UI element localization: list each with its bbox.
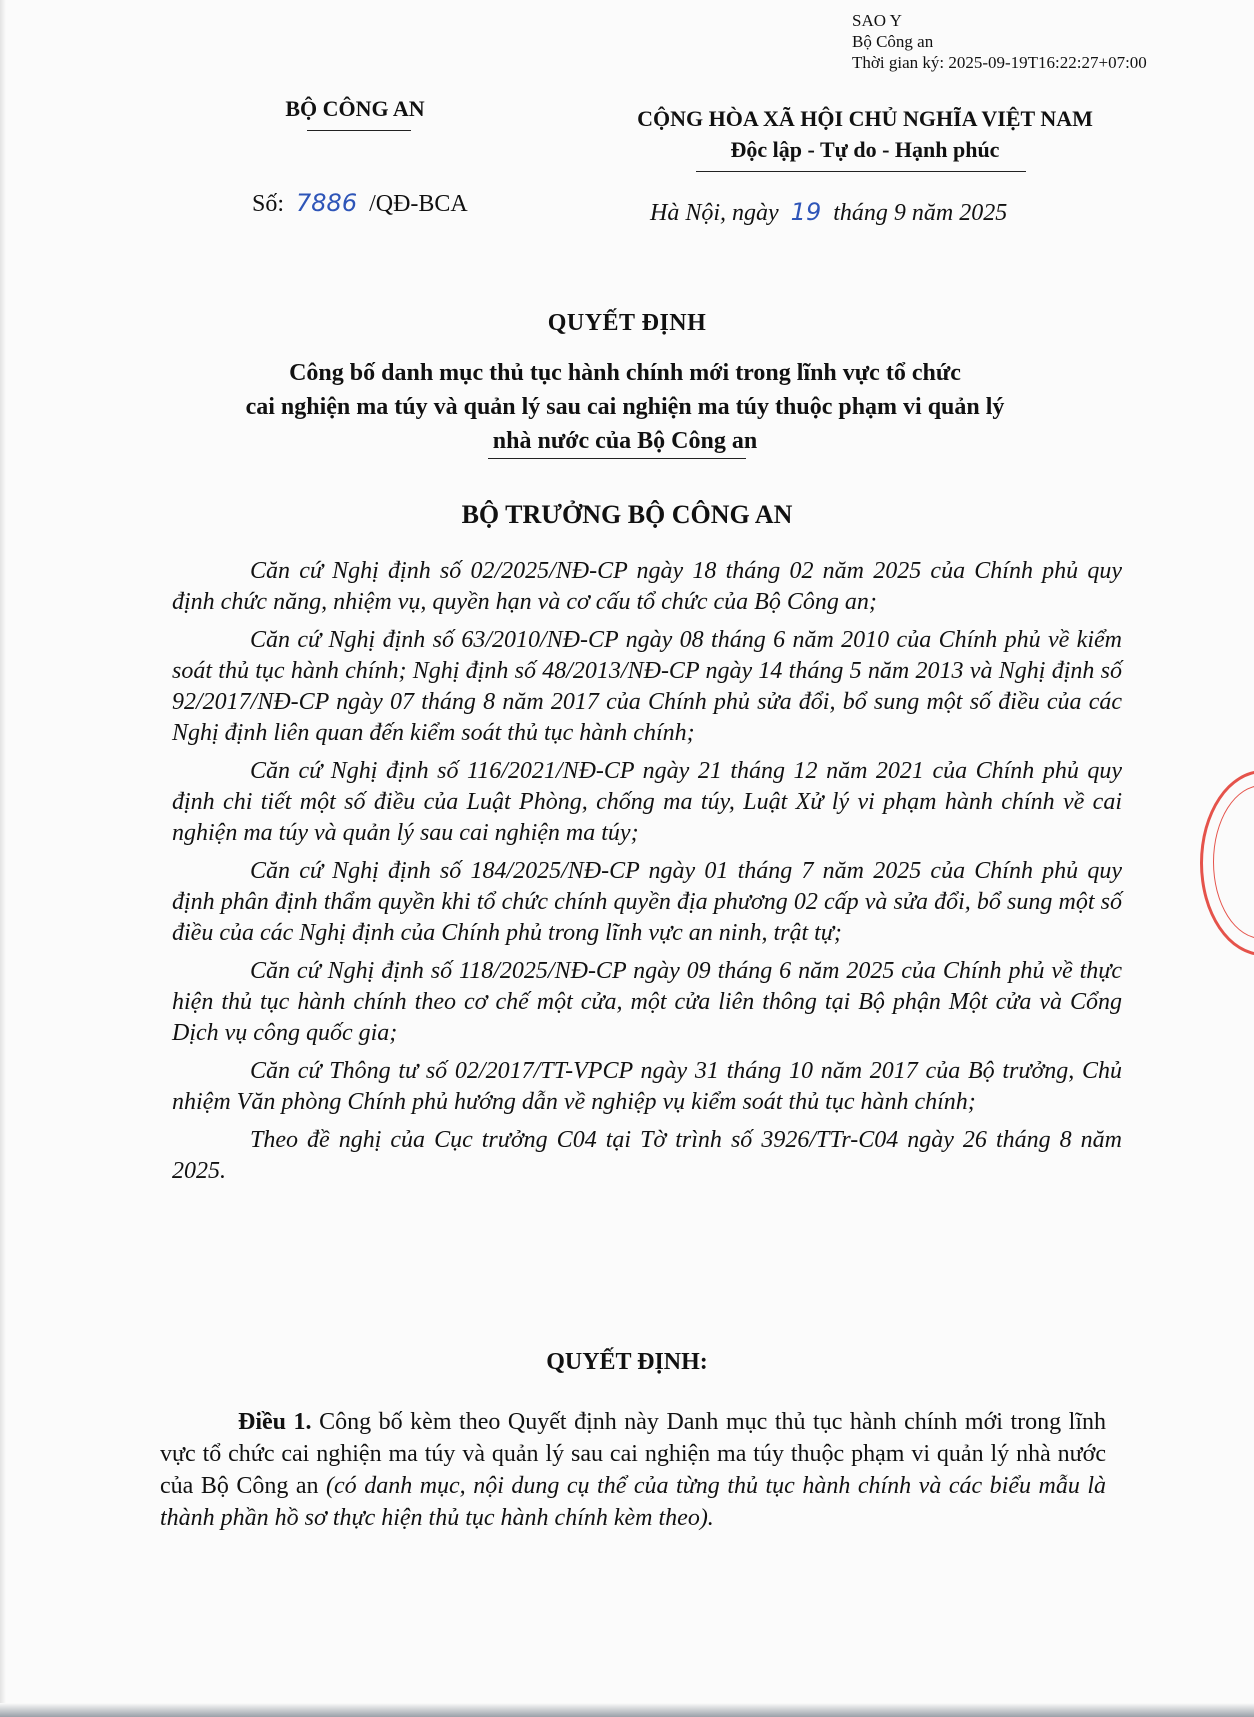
recital-paragraph: Căn cứ Nghị định số 184/2025/NĐ-CP ngày 01 tháng 7 năm 2025 của Chính phủ quy định phân định thẩm quyền khi tổ chức chính quyền địa phương 02 cấp và sửa đổi, bổ sung một số điều của các Nghị định của Chính phủ trong lĩnh vực an ninh, trật tự; xyxy=(172,858,1122,946)
article-1-note: (có danh mục, nội dung cụ thể của từng thủ tục hành chính và các biểu mẫu là thành phần hồ sơ thực hiện thủ tục hành chính kèm theo). xyxy=(160,1473,1106,1531)
article-1 xyxy=(160,1406,1106,1534)
subject-underline xyxy=(488,458,746,459)
national-title: CỘNG HÒA XÃ HỘI CHỦ NGHĨA VIỆT NAM xyxy=(637,106,1093,131)
document-subject xyxy=(180,356,1070,458)
article-1-body: Công bố kèm theo Quyết định này Danh mục thủ tục hành chính mới trong lĩnh vực tổ chức cai nghiện ma túy và quản lý sau cai nghiện ma túy thuộc phạm vi quản lý nhà nước của Bộ Công an xyxy=(160,1409,1107,1499)
issuing-authority: BỘ TRƯỞNG BỘ CÔNG AN xyxy=(461,500,793,529)
place-date-prefix: Hà Nội, ngày xyxy=(650,200,779,226)
legal-basis-recitals xyxy=(172,556,1122,1194)
article-1-lead: Điều 1. xyxy=(238,1409,312,1435)
digital-copy-stamp xyxy=(852,10,1147,73)
recital-paragraph: Căn cứ Nghị định số 116/2021/NĐ-CP ngày 21 tháng 12 năm 2021 của Chính phủ quy định chi tiết một số điều của Luật Phòng, chống ma túy, Luật Xử lý vi phạm hành chính về cai nghiện ma túy và quản lý sau cai nghiện ma túy; xyxy=(172,758,1122,846)
number-prefix: Số: xyxy=(252,191,285,217)
scan-edge xyxy=(0,0,6,1717)
subject-line: nhà nước của Bộ Công an xyxy=(492,428,758,454)
national-motto: Độc lập - Tự do - Hạnh phúc xyxy=(730,137,1000,162)
recital-paragraph: Căn cứ Thông tư số 02/2017/TT-VPCP ngày 31 tháng 10 năm 2017 của Bộ trưởng, Chủ nhiệm Văn phòng Chính phủ hướng dẫn về nghiệp vụ kiểm soát thủ tục hành chính; xyxy=(172,1058,1122,1115)
recital-paragraph: Căn cứ Nghị định số 02/2025/NĐ-CP ngày 18 tháng 02 năm 2025 của Chính phủ quy định chức năng, nhiệm vụ, quyền hạn và cơ cấu tổ chức của Bộ Công an; xyxy=(172,558,1122,615)
motto-underline xyxy=(696,171,1026,172)
scan-edge xyxy=(0,1703,1254,1717)
document-type-title: QUYẾT ĐỊNH xyxy=(547,310,707,336)
agency-underline xyxy=(307,130,411,131)
copy-stamp-signing-time: Thời gian ký: 2025-09-19T16:22:27+07:00 xyxy=(852,53,1147,72)
copy-stamp-issuer: Bộ Công an xyxy=(852,32,934,51)
red-seal-icon xyxy=(1200,770,1254,956)
recital-paragraph: Theo đề nghị của Cục trưởng C04 tại Tờ trình số 3926/TTr-C04 ngày 26 tháng 8 năm 2025. xyxy=(172,1127,1122,1184)
handwritten-day: 19 xyxy=(790,198,822,226)
decision-heading: QUYẾT ĐỊNH: xyxy=(546,1349,708,1375)
number-suffix: /QĐ-BCA xyxy=(369,191,468,217)
subject-line: Công bố danh mục thủ tục hành chính mới trong lĩnh vực tổ chức xyxy=(289,360,961,386)
issuing-agency: BỘ CÔNG AN xyxy=(285,96,425,121)
copy-stamp-label: SAO Y xyxy=(852,11,902,30)
handwritten-number: 7886 xyxy=(296,189,358,217)
document-number xyxy=(252,189,468,218)
recital-paragraph: Căn cứ Nghị định số 118/2025/NĐ-CP ngày 09 tháng 6 năm 2025 của Chính phủ về thực hiện thủ tục hành chính theo cơ chế một cửa, một cửa liên thông tại Bộ phận Một cửa và Cổng Dịch vụ công quốc gia; xyxy=(172,958,1122,1046)
subject-line: cai nghiện ma túy và quản lý sau cai nghiện ma túy thuộc phạm vi quản lý xyxy=(245,394,1005,420)
recital-paragraph: Căn cứ Nghị định số 63/2010/NĐ-CP ngày 08 tháng 6 năm 2010 của Chính phủ về kiểm soát thủ tục hành chính; Nghị định số 48/2013/NĐ-CP ngày 14 tháng 5 năm 2013 và Nghị định số 92/2017/NĐ-CP ngày 07 tháng 8 năm 2017 của Chính phủ sửa đổi, bổ sung một số điều của các Nghị định liên quan đến kiểm soát thủ tục hành chính; xyxy=(172,627,1122,746)
place-and-date xyxy=(650,198,1007,227)
place-date-suffix: tháng 9 năm 2025 xyxy=(833,200,1008,226)
